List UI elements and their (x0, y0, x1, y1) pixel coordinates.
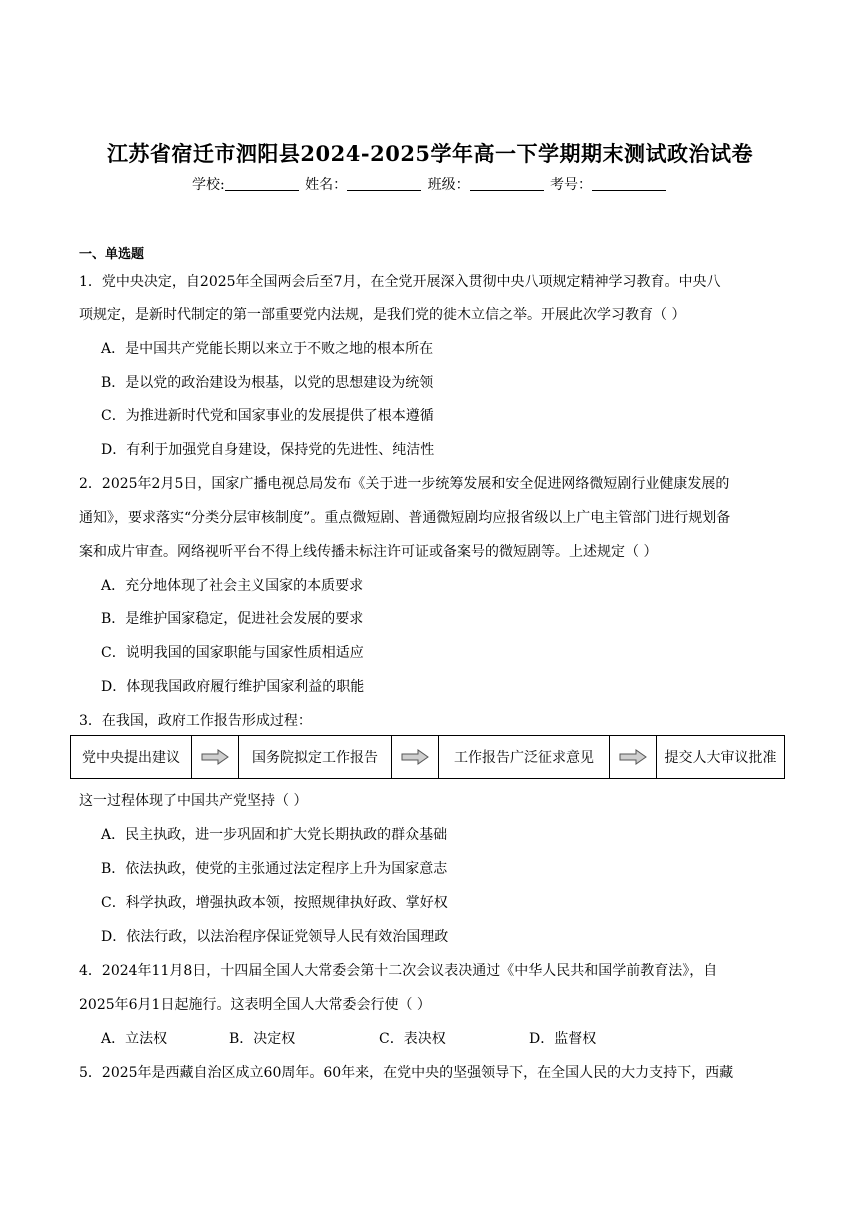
q4-stem-line1: 4．2024年11月8日，十四届全国人大常委会第十二次会议表决通过《中华人民共和国学前教育法》，自 (79, 963, 718, 979)
q3-option-b: B．依法执政，使党的主张通过法定程序上升为国家意志 (101, 861, 448, 877)
q1-option-c: C．为推进新时代党和国家事业的发展提供了根本遵循 (101, 408, 434, 424)
q4-stem-line2: 2025年6月1日起施行。这表明全国人大常委会行使（ ） (79, 997, 431, 1013)
school-blank (225, 176, 299, 191)
q2-stem-line2: 通知》，要求落实“分类分层审核制度”。重点微短剧、普通微短剧均应报省级以上广电主管部门进行规划备 (79, 510, 731, 526)
q4-option-b: B．决定权 (229, 1031, 296, 1047)
right-arrow-icon (610, 736, 657, 778)
student-info-row (0, 174, 860, 194)
q2-option-b: B．是维护国家稳定，促进社会发展的要求 (101, 611, 364, 627)
school-label: 学校: (191, 177, 225, 193)
q1-option-a: A．是中国共产党能长期以来立于不败之地的根本所在 (101, 341, 434, 357)
flow-step-4: 提交人大审议批准 (664, 750, 777, 766)
class-blank (470, 176, 544, 191)
q1-stem-line2: 项规定，是新时代制定的第一部重要党内法规，是我们党的徙木立信之举。开展此次学习教育（ ） (79, 307, 686, 323)
q4-option-d: D．监督权 (529, 1031, 597, 1047)
q3-stem-line1: 3．在我国，政府工作报告形成过程： (79, 713, 312, 729)
q3-option-d: D．依法行政，以法治程序保证党领导人民有效治国理政 (101, 929, 449, 945)
right-arrow-icon (392, 736, 439, 778)
exam-number-label: 考号： (550, 177, 593, 193)
q4-option-a: A．立法权 (101, 1031, 168, 1047)
name-label: 姓名： (305, 177, 348, 193)
q2-option-d: D．体现我国政府履行维护国家利益的职能 (101, 679, 365, 695)
q2-stem-line1: 2．2025年2月5日，国家广播电视总局发布《关于进一步统筹发展和安全促进网络微短剧行业健康发展的 (79, 476, 730, 492)
class-label: 班级： (427, 177, 470, 193)
q1-option-b: B．是以党的政治建设为根基，以党的思想建设为统领 (101, 375, 434, 391)
q3-stem-line2: 这一过程体现了中国共产党坚持（ ） (79, 793, 308, 809)
flow-step-1: 党中央提出建议 (71, 736, 192, 778)
q5-stem-line1: 5．2025年是西藏自治区成立60周年。60年来，在党中央的坚强领导下，在全国人民的大力支持下，西藏 (79, 1065, 734, 1081)
process-flow-table (70, 735, 785, 779)
q4-option-c: C．表决权 (379, 1031, 446, 1047)
q2-option-a: A．充分地体现了社会主义国家的本质要求 (101, 578, 364, 594)
exam-number-blank (592, 176, 666, 191)
q3-option-a: A．民主执政，进一步巩固和扩大党长期执政的群众基础 (101, 827, 448, 843)
q3-option-c: C．科学执政，增强执政本领，按照规律执好政、掌好权 (101, 895, 448, 911)
section-heading: 一、单选题 (79, 247, 145, 262)
q1-stem-line1: 1．党中央决定，自2025年全国两会后至7月，在全党开展深入贯彻中央八项规定精神学习教育。中央八 (79, 274, 721, 290)
exam-title: 江苏省宿迁市泗阳县2024-2025学年高一下学期期末测试政治试卷 (106, 141, 754, 166)
name-blank (347, 176, 421, 191)
q1-option-d: D．有利于加强党自身建设，保持党的先进性、纯洁性 (101, 442, 435, 458)
q2-stem-line3: 案和成片审查。网络视听平台不得上线传播未标注许可证或备案号的微短剧等。上述规定（ ） (79, 544, 658, 560)
flow-step-3: 工作报告广泛征求意见 (439, 736, 610, 778)
flow-step-2: 国务院拟定工作报告 (239, 736, 392, 778)
q2-option-c: C．说明我国的国家职能与国家性质相适应 (101, 645, 364, 661)
right-arrow-icon (192, 736, 239, 778)
